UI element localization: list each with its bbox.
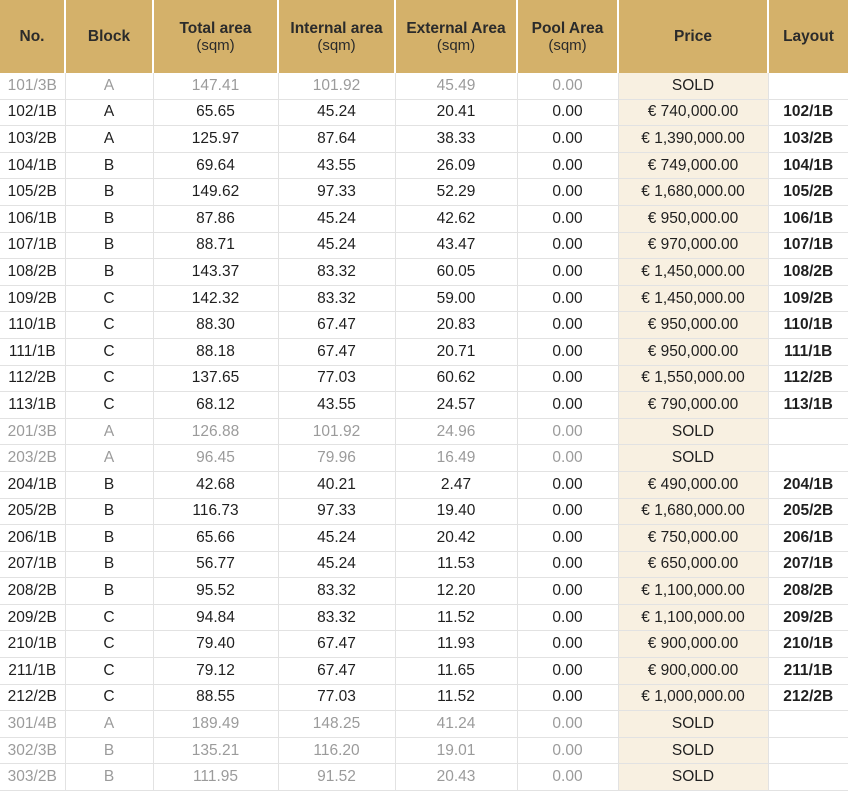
cell-layout[interactable]: 111/1B — [768, 338, 848, 365]
cell-total-area: 68.12 — [153, 392, 278, 419]
table-row — [0, 764, 848, 791]
cell-total-area: 65.65 — [153, 99, 278, 126]
cell-pool-area: 0.00 — [517, 658, 618, 685]
cell-layout[interactable]: 107/1B — [768, 232, 848, 259]
cell-block: A — [65, 73, 153, 99]
header-price: Price — [618, 0, 768, 73]
table-row — [0, 658, 848, 685]
cell-internal-area: 97.33 — [278, 498, 395, 525]
cell-layout[interactable]: 106/1B — [768, 205, 848, 232]
cell-external-area: 43.47 — [395, 232, 517, 259]
header-external-area-unit: (sqm) — [436, 36, 476, 54]
cell-pool-area: 0.00 — [517, 259, 618, 286]
cell-layout — [768, 73, 848, 99]
cell-price: € 1,390,000.00 — [618, 126, 768, 153]
cell-internal-area: 40.21 — [278, 471, 395, 498]
cell-no: 108/2B — [0, 259, 65, 286]
cell-layout — [768, 418, 848, 445]
cell-block: B — [65, 205, 153, 232]
cell-pool-area: 0.00 — [517, 551, 618, 578]
cell-layout[interactable]: 110/1B — [768, 312, 848, 339]
cell-total-area: 142.32 — [153, 285, 278, 312]
cell-internal-area: 116.20 — [278, 737, 395, 764]
cell-layout[interactable]: 208/2B — [768, 578, 848, 605]
table-row — [0, 711, 848, 738]
cell-block: C — [65, 684, 153, 711]
table-row — [0, 285, 848, 312]
cell-external-area: 20.83 — [395, 312, 517, 339]
cell-external-area: 60.05 — [395, 259, 517, 286]
cell-total-area: 96.45 — [153, 445, 278, 472]
table-row — [0, 232, 848, 259]
cell-no: 210/1B — [0, 631, 65, 658]
cell-external-area: 24.57 — [395, 392, 517, 419]
cell-price: € 1,100,000.00 — [618, 604, 768, 631]
cell-internal-area: 43.55 — [278, 392, 395, 419]
cell-price: € 740,000.00 — [618, 99, 768, 126]
cell-block: C — [65, 631, 153, 658]
cell-pool-area: 0.00 — [517, 232, 618, 259]
header-total-area-unit: (sqm) — [196, 36, 235, 54]
cell-no: 201/3B — [0, 418, 65, 445]
cell-external-area: 11.52 — [395, 604, 517, 631]
cell-total-area: 69.64 — [153, 152, 278, 179]
cell-external-area: 19.40 — [395, 498, 517, 525]
cell-no: 101/3B — [0, 73, 65, 99]
header-internal-area-unit: (sqm) — [317, 36, 356, 54]
table-row — [0, 365, 848, 392]
cell-no: 208/2B — [0, 578, 65, 605]
cell-external-area: 24.96 — [395, 418, 517, 445]
cell-external-area: 20.42 — [395, 525, 517, 552]
table-row — [0, 73, 848, 99]
cell-price: SOLD — [618, 445, 768, 472]
cell-external-area: 52.29 — [395, 179, 517, 206]
cell-layout[interactable]: 109/2B — [768, 285, 848, 312]
cell-layout[interactable]: 104/1B — [768, 152, 848, 179]
table-row — [0, 684, 848, 711]
cell-internal-area: 79.96 — [278, 445, 395, 472]
cell-external-area: 38.33 — [395, 126, 517, 153]
cell-total-area: 125.97 — [153, 126, 278, 153]
cell-block: B — [65, 152, 153, 179]
table-row — [0, 312, 848, 339]
cell-price: € 950,000.00 — [618, 338, 768, 365]
cell-layout[interactable]: 205/2B — [768, 498, 848, 525]
table-row — [0, 99, 848, 126]
cell-external-area: 60.62 — [395, 365, 517, 392]
cell-external-area: 12.20 — [395, 578, 517, 605]
table-row — [0, 471, 848, 498]
cell-external-area: 20.43 — [395, 764, 517, 791]
header-total-area: Total area (sqm) — [153, 0, 278, 73]
cell-pool-area: 0.00 — [517, 737, 618, 764]
cell-total-area: 42.68 — [153, 471, 278, 498]
cell-no: 207/1B — [0, 551, 65, 578]
cell-price: € 1,450,000.00 — [618, 285, 768, 312]
cell-no: 109/2B — [0, 285, 65, 312]
cell-price: € 970,000.00 — [618, 232, 768, 259]
table-header — [0, 0, 848, 73]
table-row — [0, 152, 848, 179]
cell-price: SOLD — [618, 737, 768, 764]
cell-no: 301/4B — [0, 711, 65, 738]
cell-internal-area: 83.32 — [278, 604, 395, 631]
cell-layout[interactable]: 112/2B — [768, 365, 848, 392]
cell-layout[interactable]: 207/1B — [768, 551, 848, 578]
cell-external-area: 26.09 — [395, 152, 517, 179]
cell-no: 104/1B — [0, 152, 65, 179]
cell-price: SOLD — [618, 73, 768, 99]
cell-layout[interactable]: 212/2B — [768, 684, 848, 711]
cell-block: C — [65, 312, 153, 339]
cell-internal-area: 77.03 — [278, 684, 395, 711]
cell-no: 303/2B — [0, 764, 65, 791]
cell-block: C — [65, 604, 153, 631]
cell-pool-area: 0.00 — [517, 365, 618, 392]
cell-block: A — [65, 445, 153, 472]
cell-external-area: 2.47 — [395, 471, 517, 498]
cell-no: 302/3B — [0, 737, 65, 764]
cell-no: 204/1B — [0, 471, 65, 498]
cell-pool-area: 0.00 — [517, 392, 618, 419]
cell-no: 113/1B — [0, 392, 65, 419]
cell-no: 211/1B — [0, 658, 65, 685]
cell-price: € 1,680,000.00 — [618, 498, 768, 525]
cell-total-area: 88.71 — [153, 232, 278, 259]
cell-layout — [768, 711, 848, 738]
header-pool-area-unit: (sqm) — [548, 36, 587, 54]
table-row — [0, 259, 848, 286]
cell-block: A — [65, 99, 153, 126]
cell-layout[interactable]: 210/1B — [768, 631, 848, 658]
cell-total-area: 88.55 — [153, 684, 278, 711]
cell-internal-area: 97.33 — [278, 179, 395, 206]
cell-no: 111/1B — [0, 338, 65, 365]
cell-internal-area: 43.55 — [278, 152, 395, 179]
cell-internal-area: 91.52 — [278, 764, 395, 791]
cell-block: C — [65, 338, 153, 365]
cell-pool-area: 0.00 — [517, 99, 618, 126]
cell-internal-area: 45.24 — [278, 205, 395, 232]
table-row — [0, 179, 848, 206]
cell-pool-area: 0.00 — [517, 711, 618, 738]
cell-total-area: 79.40 — [153, 631, 278, 658]
cell-external-area: 20.71 — [395, 338, 517, 365]
cell-price: € 950,000.00 — [618, 312, 768, 339]
table-row — [0, 737, 848, 764]
cell-block: C — [65, 658, 153, 685]
cell-total-area: 126.88 — [153, 418, 278, 445]
cell-price: € 1,550,000.00 — [618, 365, 768, 392]
cell-layout[interactable]: 113/1B — [768, 392, 848, 419]
cell-price: € 750,000.00 — [618, 525, 768, 552]
cell-layout[interactable]: 211/1B — [768, 658, 848, 685]
cell-no: 212/2B — [0, 684, 65, 711]
cell-pool-area: 0.00 — [517, 126, 618, 153]
cell-internal-area: 67.47 — [278, 312, 395, 339]
cell-external-area: 11.53 — [395, 551, 517, 578]
cell-external-area: 11.52 — [395, 684, 517, 711]
cell-internal-area: 87.64 — [278, 126, 395, 153]
table-row — [0, 205, 848, 232]
cell-pool-area: 0.00 — [517, 631, 618, 658]
cell-pool-area: 0.00 — [517, 764, 618, 791]
cell-no: 205/2B — [0, 498, 65, 525]
cell-pool-area: 0.00 — [517, 285, 618, 312]
cell-pool-area: 0.00 — [517, 604, 618, 631]
cell-total-area: 56.77 — [153, 551, 278, 578]
cell-price: € 1,450,000.00 — [618, 259, 768, 286]
cell-layout — [768, 445, 848, 472]
cell-block: C — [65, 285, 153, 312]
cell-price: € 1,000,000.00 — [618, 684, 768, 711]
cell-block: C — [65, 365, 153, 392]
cell-block: B — [65, 525, 153, 552]
cell-internal-area: 67.47 — [278, 658, 395, 685]
table-row — [0, 578, 848, 605]
cell-internal-area: 101.92 — [278, 418, 395, 445]
table-row — [0, 631, 848, 658]
cell-price: € 650,000.00 — [618, 551, 768, 578]
cell-internal-area: 83.32 — [278, 578, 395, 605]
cell-total-area: 147.41 — [153, 73, 278, 99]
cell-block: B — [65, 737, 153, 764]
cell-total-area: 137.65 — [153, 365, 278, 392]
header-row — [0, 0, 848, 73]
cell-price: € 490,000.00 — [618, 471, 768, 498]
cell-internal-area: 45.24 — [278, 232, 395, 259]
cell-block: A — [65, 126, 153, 153]
table-row — [0, 392, 848, 419]
cell-total-area: 88.30 — [153, 312, 278, 339]
cell-no: 105/2B — [0, 179, 65, 206]
cell-block: B — [65, 471, 153, 498]
cell-layout[interactable]: 105/2B — [768, 179, 848, 206]
cell-layout[interactable]: 209/2B — [768, 604, 848, 631]
header-layout: Layout — [768, 0, 848, 73]
table-row — [0, 418, 848, 445]
cell-internal-area: 45.24 — [278, 551, 395, 578]
cell-internal-area: 148.25 — [278, 711, 395, 738]
cell-total-area: 94.84 — [153, 604, 278, 631]
cell-no: 203/2B — [0, 445, 65, 472]
cell-block: B — [65, 578, 153, 605]
cell-block: B — [65, 551, 153, 578]
cell-pool-area: 0.00 — [517, 578, 618, 605]
cell-no: 110/1B — [0, 312, 65, 339]
cell-pool-area: 0.00 — [517, 152, 618, 179]
cell-block: B — [65, 179, 153, 206]
cell-price: SOLD — [618, 711, 768, 738]
cell-external-area: 41.24 — [395, 711, 517, 738]
cell-total-area: 87.86 — [153, 205, 278, 232]
cell-pool-area: 0.00 — [517, 684, 618, 711]
cell-external-area: 11.93 — [395, 631, 517, 658]
cell-total-area: 135.21 — [153, 737, 278, 764]
cell-no: 107/1B — [0, 232, 65, 259]
cell-total-area: 111.95 — [153, 764, 278, 791]
cell-external-area: 20.41 — [395, 99, 517, 126]
cell-no: 106/1B — [0, 205, 65, 232]
header-internal-area: Internal area (sqm) — [278, 0, 395, 73]
cell-pool-area: 0.00 — [517, 312, 618, 339]
cell-block: A — [65, 418, 153, 445]
header-no: No. — [0, 0, 65, 73]
cell-total-area: 95.52 — [153, 578, 278, 605]
cell-price: € 1,100,000.00 — [618, 578, 768, 605]
cell-layout[interactable]: 108/2B — [768, 259, 848, 286]
cell-external-area: 19.01 — [395, 737, 517, 764]
cell-total-area: 88.18 — [153, 338, 278, 365]
cell-total-area: 189.49 — [153, 711, 278, 738]
cell-layout[interactable]: 206/1B — [768, 525, 848, 552]
table-row — [0, 604, 848, 631]
header-block: Block — [65, 0, 153, 73]
table-row — [0, 338, 848, 365]
cell-internal-area: 83.32 — [278, 259, 395, 286]
cell-layout — [768, 764, 848, 791]
cell-external-area: 59.00 — [395, 285, 517, 312]
cell-block: A — [65, 711, 153, 738]
cell-block: C — [65, 392, 153, 419]
cell-price: € 790,000.00 — [618, 392, 768, 419]
table-row — [0, 551, 848, 578]
table-row — [0, 498, 848, 525]
cell-internal-area: 83.32 — [278, 285, 395, 312]
cell-pool-area: 0.00 — [517, 445, 618, 472]
cell-no: 112/2B — [0, 365, 65, 392]
table-row — [0, 445, 848, 472]
cell-pool-area: 0.00 — [517, 498, 618, 525]
cell-pool-area: 0.00 — [517, 205, 618, 232]
cell-pool-area: 0.00 — [517, 471, 618, 498]
cell-no: 103/2B — [0, 126, 65, 153]
cell-external-area: 45.49 — [395, 73, 517, 99]
cell-pool-area: 0.00 — [517, 179, 618, 206]
cell-total-area: 149.62 — [153, 179, 278, 206]
cell-price: SOLD — [618, 764, 768, 791]
cell-block: B — [65, 232, 153, 259]
cell-price: € 900,000.00 — [618, 658, 768, 685]
cell-no: 206/1B — [0, 525, 65, 552]
cell-block: B — [65, 498, 153, 525]
cell-no: 102/1B — [0, 99, 65, 126]
cell-total-area: 143.37 — [153, 259, 278, 286]
cell-internal-area: 67.47 — [278, 631, 395, 658]
cell-layout[interactable]: 204/1B — [768, 471, 848, 498]
cell-total-area: 65.66 — [153, 525, 278, 552]
cell-internal-area: 45.24 — [278, 99, 395, 126]
cell-pool-area: 0.00 — [517, 73, 618, 99]
cell-internal-area: 45.24 — [278, 525, 395, 552]
cell-price: € 900,000.00 — [618, 631, 768, 658]
cell-internal-area: 67.47 — [278, 338, 395, 365]
table-row — [0, 126, 848, 153]
header-external-area: External Area (sqm) — [395, 0, 517, 73]
cell-internal-area: 101.92 — [278, 73, 395, 99]
cell-pool-area: 0.00 — [517, 418, 618, 445]
table-body — [0, 73, 848, 791]
cell-price: € 950,000.00 — [618, 205, 768, 232]
cell-total-area: 79.12 — [153, 658, 278, 685]
cell-pool-area: 0.00 — [517, 525, 618, 552]
cell-block: B — [65, 259, 153, 286]
cell-price: € 1,680,000.00 — [618, 179, 768, 206]
cell-layout[interactable]: 103/2B — [768, 126, 848, 153]
cell-block: B — [65, 764, 153, 791]
cell-external-area: 16.49 — [395, 445, 517, 472]
cell-price: SOLD — [618, 418, 768, 445]
cell-total-area: 116.73 — [153, 498, 278, 525]
cell-external-area: 42.62 — [395, 205, 517, 232]
cell-layout — [768, 737, 848, 764]
cell-pool-area: 0.00 — [517, 338, 618, 365]
cell-external-area: 11.65 — [395, 658, 517, 685]
cell-internal-area: 77.03 — [278, 365, 395, 392]
table-row — [0, 525, 848, 552]
cell-layout[interactable]: 102/1B — [768, 99, 848, 126]
cell-no: 209/2B — [0, 604, 65, 631]
header-pool-area: Pool Area (sqm) — [517, 0, 618, 73]
cell-price: € 749,000.00 — [618, 152, 768, 179]
